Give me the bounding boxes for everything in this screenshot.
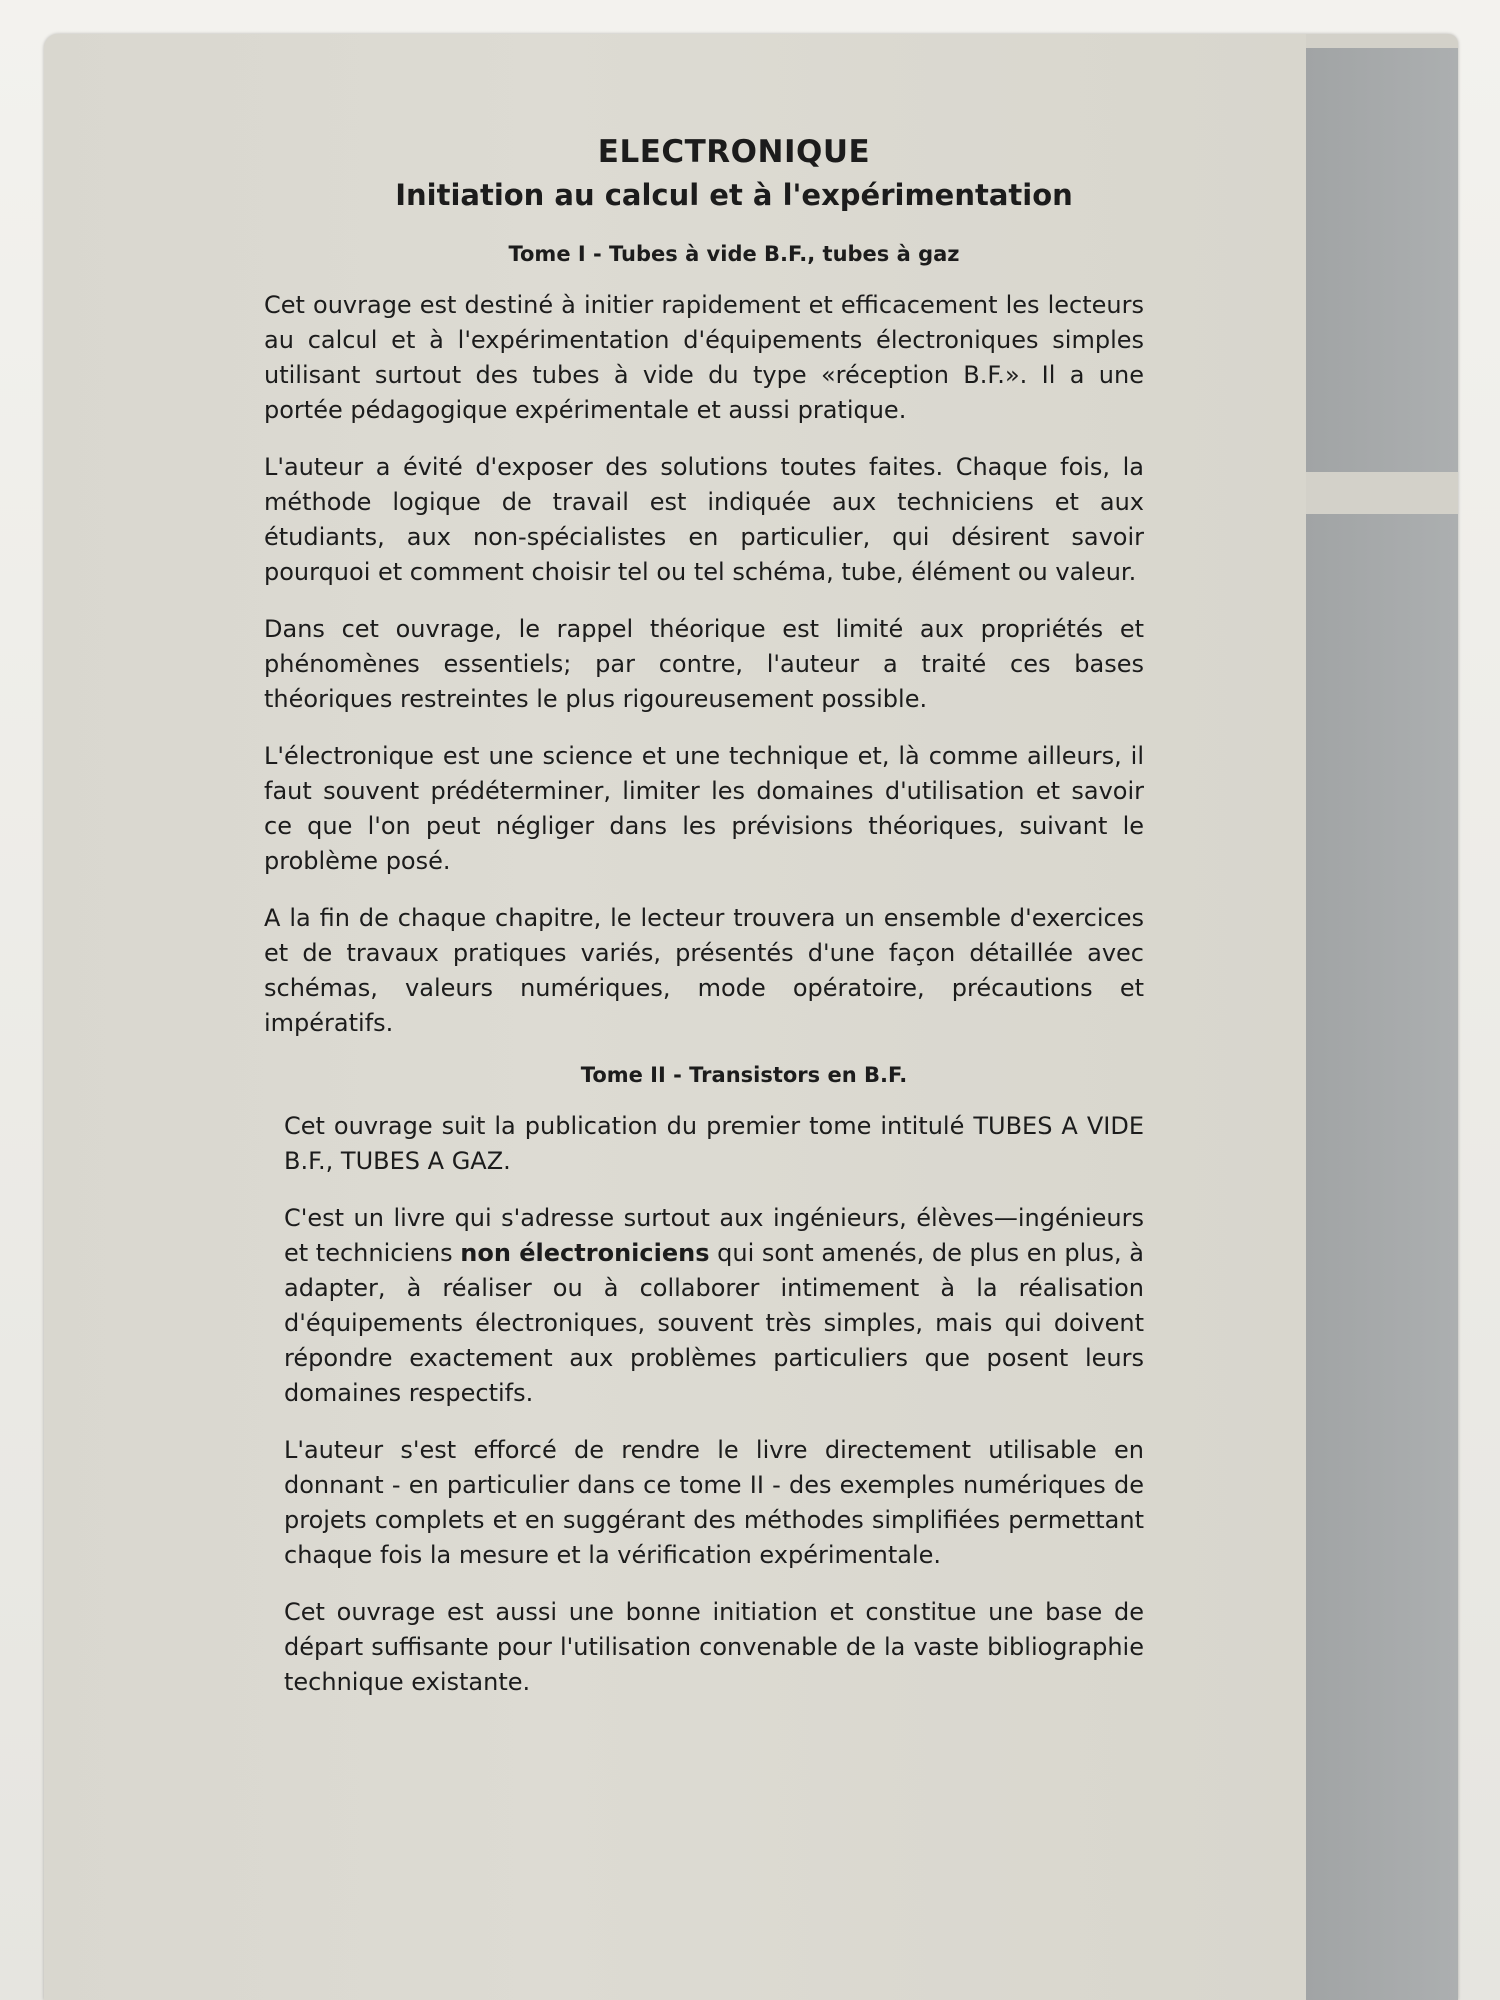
tome-2-paragraph: Cet ouvrage suit la publication du premier tome intitulé TUBES A VIDE B.F., TUBES A GAZ.	[284, 1112, 1144, 1175]
tome-2-paragraph-text: qui sont amenés, de plus en plus, à adapter, à réaliser ou à collaborer intimement à la réalisation d'équipements électroniques, souvent très simples, mais qui doivent répondre exactement aux problèmes particuliers que posent leurs domaines respectifs.	[284, 1239, 1144, 1407]
tome-2-section	[264, 1063, 1144, 1700]
tome-1-heading: Tome I - Tubes à vide B.F., tubes à gaz	[508, 242, 960, 266]
book-title: ELECTRONIQUE	[597, 134, 871, 170]
gray-stripe-top	[1306, 48, 1458, 472]
cover-text	[264, 134, 1144, 1722]
tome-2-paragraph: L'auteur s'est efforcé de rendre le livre directement utilisable en donnant - en particulier dans ce tome II - des exemples numériques de projets complets et en suggérant des méthodes simplifiées permettant chaque fois la mesure et la vérification expérimentale.	[284, 1436, 1144, 1569]
book-subtitle: Initiation au calcul et à l'expérimentation	[395, 178, 1073, 212]
tome-1-paragraph: L'auteur a évité d'exposer des solutions toutes faites. Chaque fois, la méthode logique de travail est indiquée aux techniciens et aux étudiants, aux non-spécialistes en particulier, qui désirent savoir pourquoi et comment choisir tel ou tel schéma, tube, élément ou valeur.	[264, 453, 1144, 586]
tome-1-paragraph: A la fin de chaque chapitre, le lecteur trouvera un ensemble d'exercices et de travaux pratiques variés, présentés d'une façon détaillée avec schémas, valeurs numériques, mode opératoire, précautions et impératifs.	[264, 904, 1144, 1037]
tome-1-paragraph: L'électronique est une science et une technique et, là comme ailleurs, il faut souvent prédéterminer, limiter les domaines d'utilisation et savoir ce que l'on peut négliger dans les prévisions théoriques, suivant le problème posé.	[264, 742, 1144, 875]
spine-stripe-area	[1306, 34, 1458, 2000]
tome-2-paragraph-text: C'est un livre qui s'adresse surtout aux ingénieurs, élèves—ingénieurs et techniciens	[284, 1204, 1144, 1267]
book-back-cover	[44, 34, 1458, 2000]
tome-2-heading: Tome II - Transistors en B.F.	[580, 1063, 908, 1087]
tome-2-paragraph	[284, 1201, 1144, 1411]
tome-2-emphasis: non électroniciens	[460, 1239, 710, 1267]
tome-2-paragraph: Cet ouvrage est aussi une bonne initiation et constitue une base de départ suffisante pour l'utilisation convenable de la vaste bibliographie technique existante.	[284, 1598, 1144, 1696]
gray-stripe-middle	[1306, 514, 1458, 1692]
gray-stripe-bottom	[1306, 1680, 1458, 2000]
tome-1-paragraph: Cet ouvrage est destiné à initier rapidement et efficacement les lecteurs au calcul et à l'expérimentation d'équipements électroniques simples utilisant surtout des tubes à vide du type «réception B.F.». Il a une portée pédagogique expérimentale et aussi pratique.	[264, 291, 1144, 424]
tome-1-paragraph: Dans cet ouvrage, le rappel théorique est limité aux propriétés et phénomènes essentiels; par contre, l'auteur a traité ces bases théoriques restreintes le plus rigoureusement possible.	[264, 615, 1144, 713]
